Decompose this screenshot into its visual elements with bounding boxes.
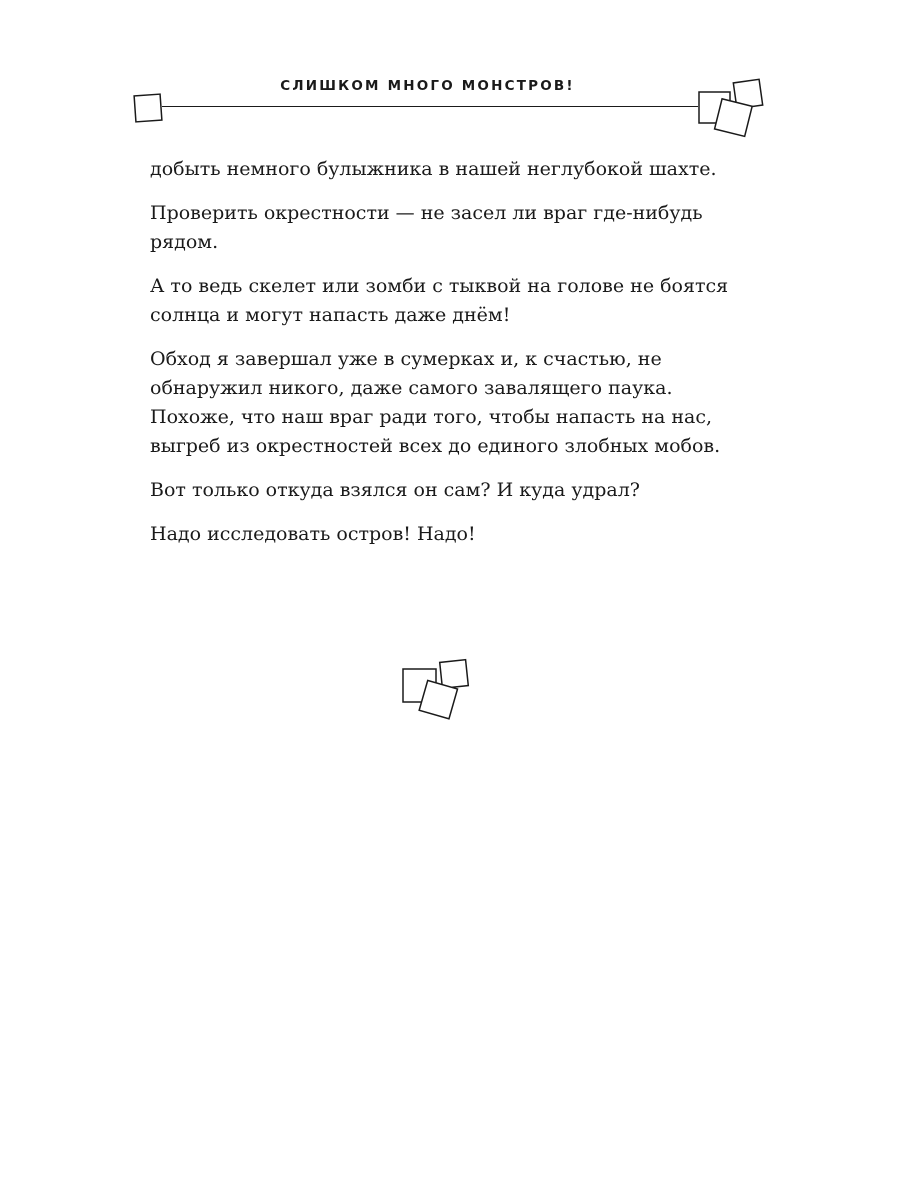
page-header	[0, 0, 900, 140]
paragraph: добыть немного булыжника в нашей неглубокой шахте.	[150, 158, 717, 180]
paragraph: Вот только откуда взялся он сам? И куда удрал?	[150, 479, 640, 501]
left-square-ornament	[128, 88, 168, 128]
right-squares-ornament	[690, 75, 770, 140]
paragraph: А то ведь скелет или зомби с тыквой на голове не боятся солнца и могут напасть даже днём!	[150, 275, 729, 326]
paragraph: Обход я завершал уже в сумерках и, к счастью, не обнаружил никого, даже самого завалящего паука. Похоже, что наш враг ради того, чтобы напасть на нас, выгреб из окрестностей всех до единого злобных мобов.	[150, 348, 721, 457]
paragraph: Надо исследовать остров! Надо!	[150, 523, 476, 545]
body-text	[150, 155, 750, 564]
paragraph: Проверить окрестности — не засел ли враг где-нибудь рядом.	[150, 202, 703, 253]
header-rule	[162, 106, 698, 107]
section-end-ornament	[392, 652, 482, 732]
running-title: СЛИШКОМ МНОГО МОНСТРОВ!	[280, 78, 575, 94]
